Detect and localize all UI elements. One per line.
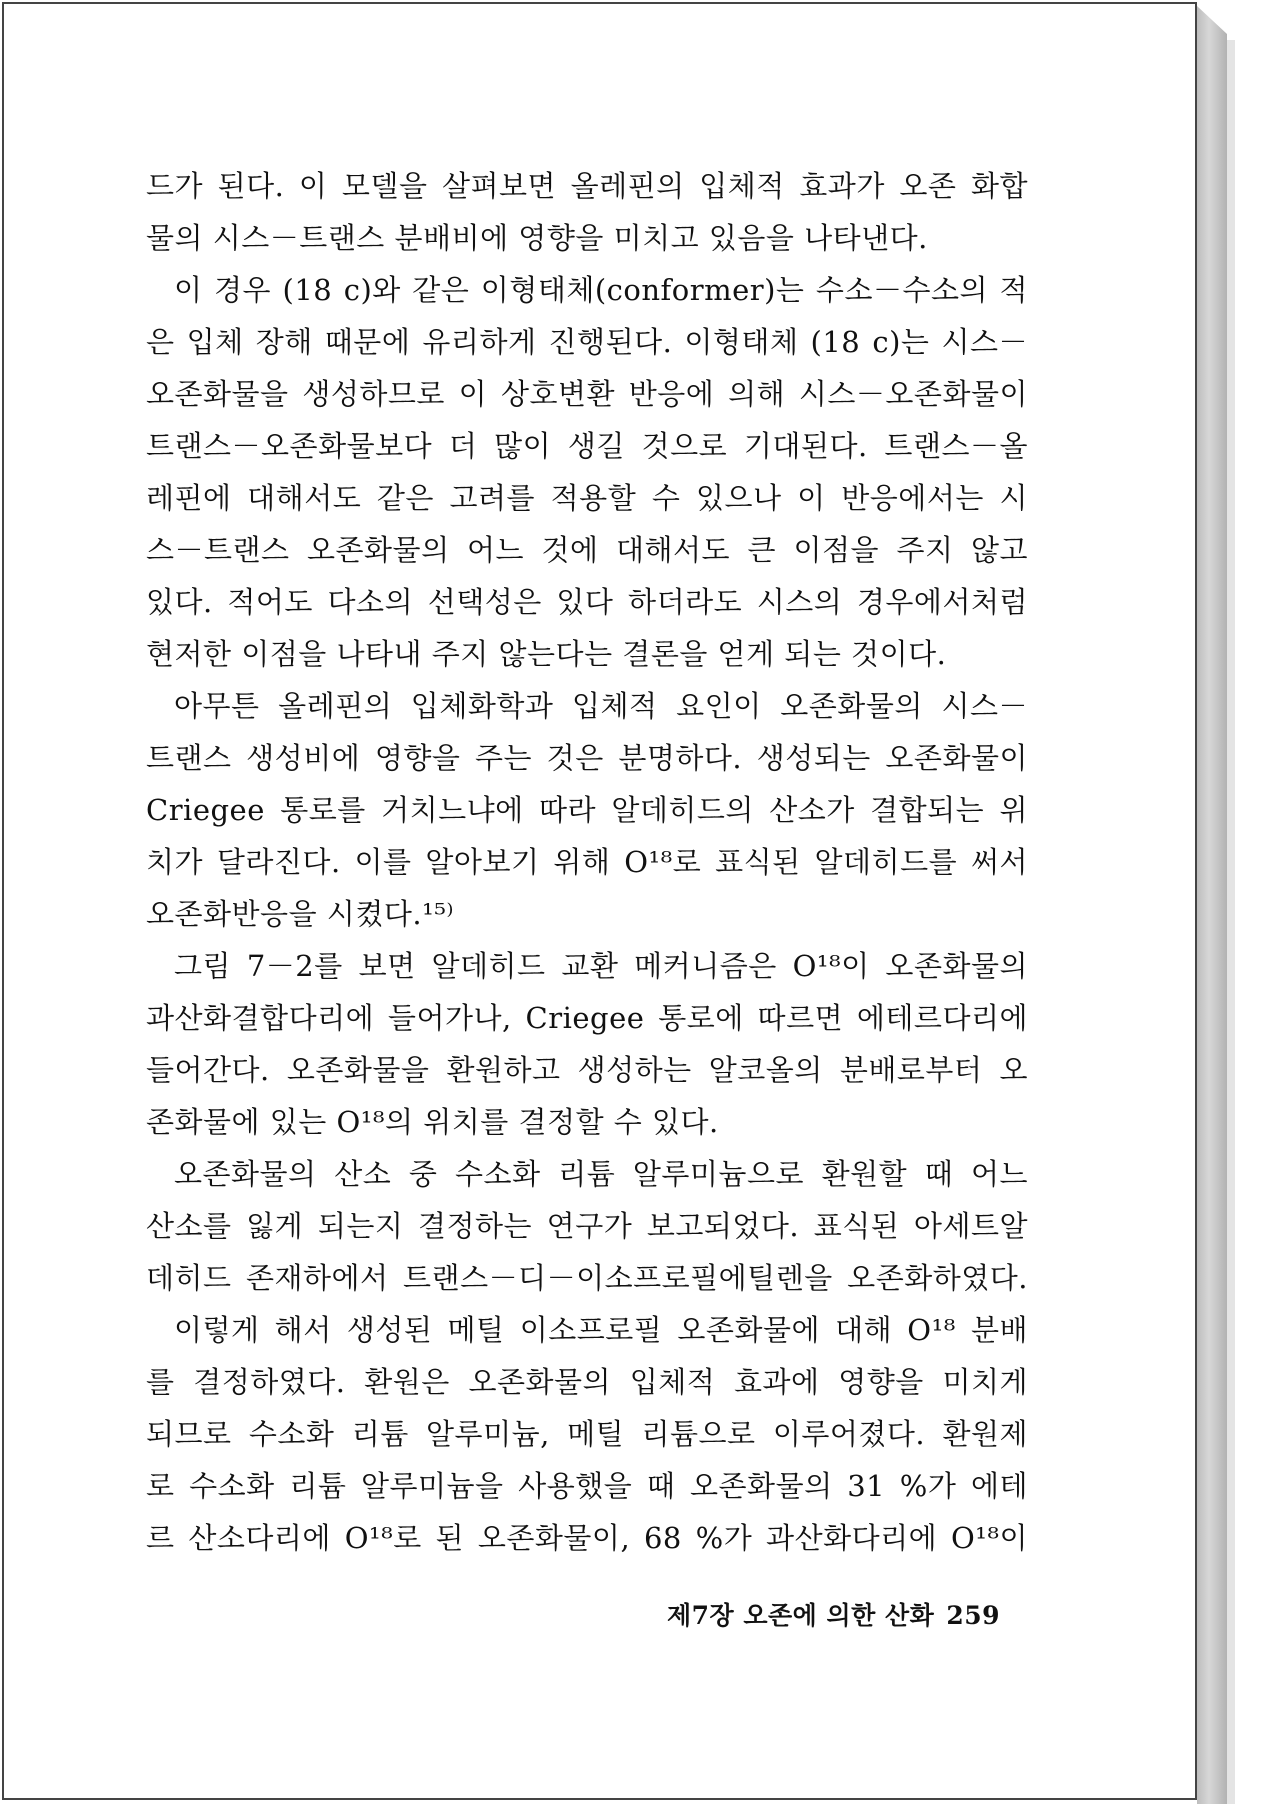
text-line: Criegee 통로를 거치느냐에 따라 알데히드의 산소가 결합되는 위 [146,793,1028,827]
text-line: 데히드 존재하에서 트랜스－디－이소프로필에틸렌을 오존화하였다. [146,1261,1028,1295]
text-line: 드가 된다. 이 모델을 살펴보면 올레핀의 입체적 효과가 오존 화합 [146,169,1028,203]
text-line: 과산화결합다리에 들어가나, Criegee 통로에 따르면 에테르다리에 [146,1001,1028,1035]
text-line: 이 경우 (18 c)와 같은 이형태체(conformer)는 수소－수소의 적 [174,273,1028,307]
text-line: 트랜스－오존화물보다 더 많이 생길 것으로 기대된다. 트랜스－올 [146,429,1028,463]
text-line: 산소를 잃게 되는지 결정하는 연구가 보고되었다. 표식된 아세트알 [146,1209,1028,1243]
text-line: 치가 달라진다. 이를 알아보기 위해 O¹⁸로 표식된 알데히드를 써서 [146,845,1028,879]
text-line: 오존화물의 산소 중 수소화 리튬 알루미늄으로 환원할 때 어느 [174,1157,1028,1191]
text-line: 오존화물을 생성하므로 이 상호변환 반응에 의해 시스－오존화물이 [146,377,1028,411]
text-line: 오존화반응을 시켰다.¹⁵⁾ [146,897,454,931]
text-line: 로 수소화 리튬 알루미늄을 사용했을 때 오존화물의 31 %가 에테 [146,1469,1028,1503]
text-line: 있다. 적어도 다소의 선택성은 있다 하더라도 시스의 경우에서처럼 [146,585,1028,619]
text-line: 은 입체 장해 때문에 유리하게 진행된다. 이형태체 (18 c)는 시스－ [146,325,1028,359]
text-line: 물의 시스－트랜스 분배비에 영향을 미치고 있음을 나타낸다. [146,221,928,255]
text-line: 이렇게 해서 생성된 메틸 이소프로필 오존화물에 대해 O¹⁸ 분배 [174,1313,1028,1347]
text-line: 들어간다. 오존화물을 환원하고 생성하는 알코올의 분배로부터 오 [146,1053,1028,1087]
body-text [146,160,1028,1564]
text-line: 트랜스 생성비에 영향을 주는 것은 분명하다. 생성되는 오존화물이 [146,741,1028,775]
page-footer [600,1596,1000,1632]
text-line: 르 산소다리에 O¹⁸로 된 오존화물이, 68 %가 과산화다리에 O¹⁸이 [146,1521,1028,1555]
text-line: 현저한 이점을 나타내 주지 않는다는 결론을 얻게 되는 것이다. [146,637,947,671]
text-line: 스－트랜스 오존화물의 어느 것에 대해서도 큰 이점을 주지 않고 [146,533,1028,567]
page-number: 259 [946,1601,1000,1630]
page-shadow [1227,40,1235,1804]
chapter-title: 제7장 오존에 의한 산화 [666,1601,935,1630]
text-line: 그림 7－2를 보면 알데히드 교환 메커니즘은 O¹⁸이 오존화물의 [174,949,1028,983]
text-line: 되므로 수소화 리튬 알루미늄, 메틸 리튬으로 이루어졌다. 환원제 [146,1417,1028,1451]
page-stack-edge [1197,6,1227,1804]
text-line: 존화물에 있는 O¹⁸의 위치를 결정할 수 있다. [146,1105,719,1139]
text-line: 를 결정하였다. 환원은 오존화물의 입체적 효과에 영향을 미치게 [146,1365,1028,1399]
text-line: 레핀에 대해서도 같은 고려를 적용할 수 있으나 이 반응에서는 시 [146,481,1028,515]
text-line: 아무튼 올레핀의 입체화학과 입체적 요인이 오존화물의 시스－ [174,689,1028,723]
